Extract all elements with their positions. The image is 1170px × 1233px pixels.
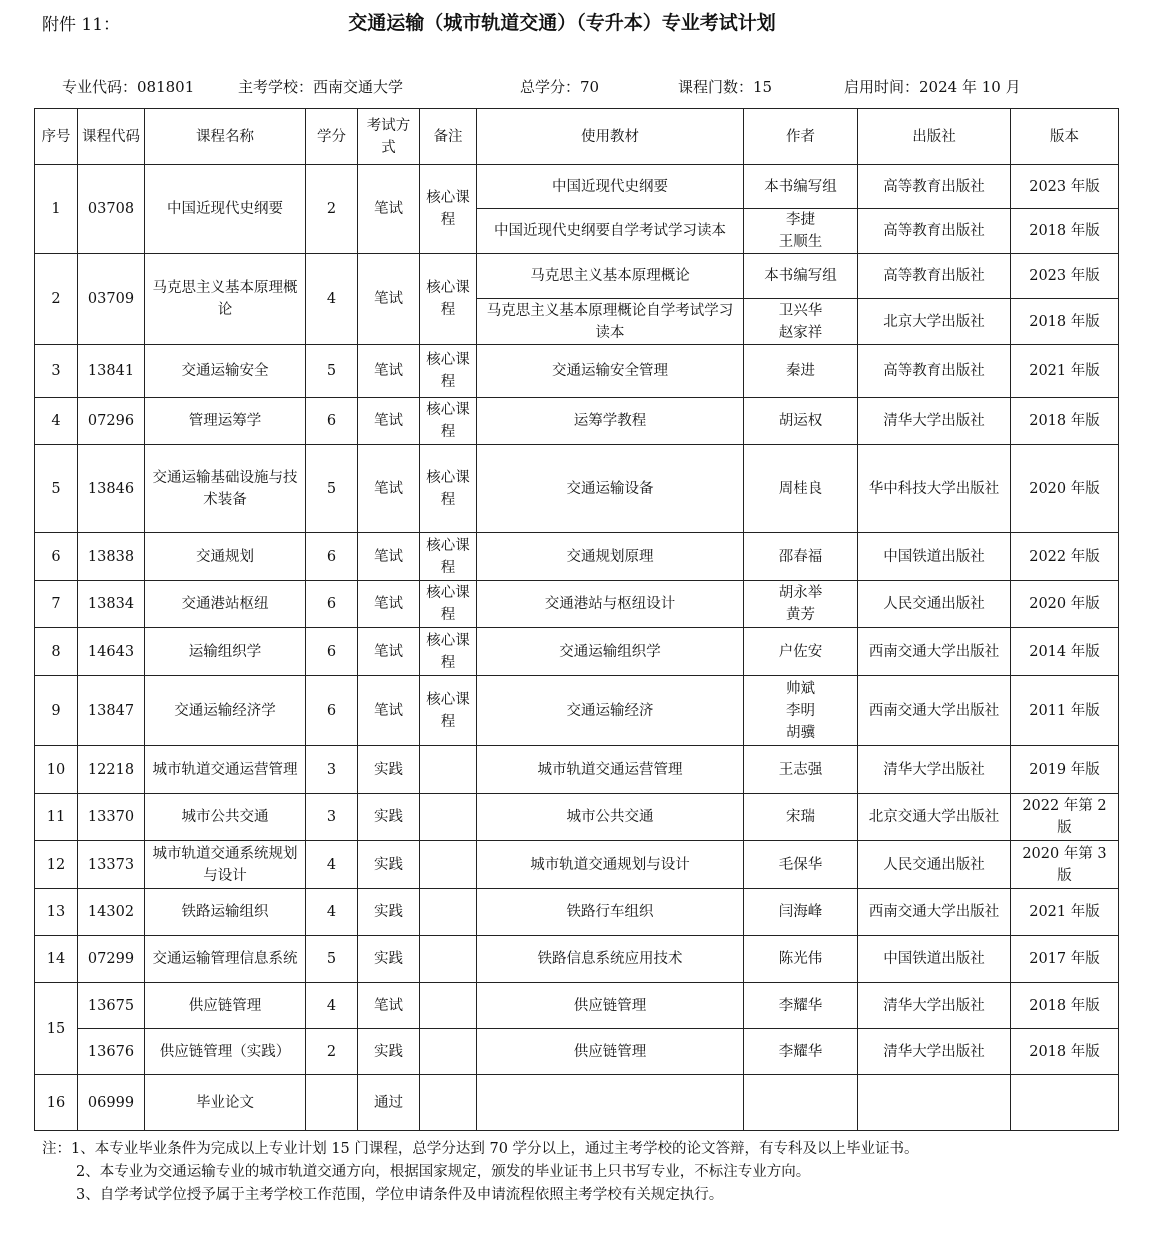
table-row	[35, 254, 1119, 299]
credit-cell: 5	[306, 936, 358, 983]
table-row	[35, 746, 1119, 794]
edition-cell: 2017 年版	[1011, 936, 1119, 983]
course-name-cell: 交通运输基础设施与技术装备	[145, 445, 306, 533]
textbook-cell: 供应链管理	[477, 983, 744, 1029]
course-name-cell: 交通运输经济学	[145, 676, 306, 746]
course-code-cell: 07299	[78, 936, 145, 983]
header-exam: 考试方式	[358, 109, 420, 165]
publisher-cell: 北京交通大学出版社	[858, 794, 1011, 841]
publisher-cell: 高等教育出版社	[858, 345, 1011, 398]
edition-cell: 2018 年版	[1011, 983, 1119, 1029]
credit-cell: 4	[306, 889, 358, 936]
edition-cell: 2020 年版	[1011, 445, 1119, 533]
table-row	[35, 533, 1119, 581]
textbook-cell: 铁路信息系统应用技术	[477, 936, 744, 983]
publisher-cell: 清华大学出版社	[858, 398, 1011, 445]
textbook-cell: 交通港站与枢纽设计	[477, 581, 744, 628]
course-code-cell: 13846	[78, 445, 145, 533]
seq-cell: 7	[35, 581, 78, 628]
edition-cell	[1011, 1075, 1119, 1131]
publisher-cell: 人民交通出版社	[858, 841, 1011, 889]
textbook-cell: 中国近现代史纲要	[477, 165, 744, 209]
seq-cell: 14	[35, 936, 78, 983]
seq-cell: 8	[35, 628, 78, 676]
textbook-cell: 交通运输安全管理	[477, 345, 744, 398]
publisher-cell: 中国铁道出版社	[858, 936, 1011, 983]
remark-cell: 核心课程	[420, 398, 477, 445]
textbook-cell: 马克思主义基本原理概论	[477, 254, 744, 299]
author-cell: 本书编写组	[744, 165, 858, 209]
credit-cell: 5	[306, 445, 358, 533]
textbook-cell: 铁路行车组织	[477, 889, 744, 936]
publisher-cell: 高等教育出版社	[858, 209, 1011, 254]
author-cell: 秦进	[744, 345, 858, 398]
edition-cell: 2014 年版	[1011, 628, 1119, 676]
course-name-cell: 中国近现代史纲要	[145, 165, 306, 254]
textbook-cell: 供应链管理	[477, 1029, 744, 1075]
author-cell: 户佐安	[744, 628, 858, 676]
seq-cell: 16	[35, 1075, 78, 1131]
exam-method-cell: 笔试	[358, 165, 420, 254]
remark-cell	[420, 841, 477, 889]
header-author: 作者	[744, 109, 858, 165]
seq-cell: 2	[35, 254, 78, 345]
seq-cell: 6	[35, 533, 78, 581]
exam-method-cell: 实践	[358, 841, 420, 889]
edition-cell: 2022 年版	[1011, 533, 1119, 581]
remark-cell: 核心课程	[420, 533, 477, 581]
exam-plan-table	[34, 108, 1119, 1131]
course-name-cell: 城市公共交通	[145, 794, 306, 841]
course-code-cell: 13834	[78, 581, 145, 628]
credit-cell: 6	[306, 628, 358, 676]
edition-cell: 2020 年第 3 版	[1011, 841, 1119, 889]
credit-cell: 4	[306, 983, 358, 1029]
course-code-cell: 13847	[78, 676, 145, 746]
course-name-cell: 供应链管理（实践）	[145, 1029, 306, 1075]
course-name-cell: 交通规划	[145, 533, 306, 581]
seq-cell: 9	[35, 676, 78, 746]
author-cell: 李耀华	[744, 983, 858, 1029]
publisher-cell: 西南交通大学出版社	[858, 889, 1011, 936]
header-row	[35, 109, 1119, 165]
course-name-cell: 铁路运输组织	[145, 889, 306, 936]
table-row	[35, 445, 1119, 533]
remark-cell	[420, 1075, 477, 1131]
seq-cell: 4	[35, 398, 78, 445]
note-3: 3、自学考试学位授予属于主考学校工作范围，学位申请条件及申请流程依照主考学校有关规定执行。	[76, 1187, 724, 1203]
exam-method-cell: 实践	[358, 889, 420, 936]
start-date: 启用时间：2024 年 10 月	[844, 78, 1021, 96]
attachment-label: 附件 11：	[42, 15, 121, 35]
author-cell: 帅斌 李明 胡骥	[744, 676, 858, 746]
course-name-cell: 城市轨道交通系统规划与设计	[145, 841, 306, 889]
remark-cell	[420, 794, 477, 841]
header-credit: 学分	[306, 109, 358, 165]
course-name-cell: 交通港站枢纽	[145, 581, 306, 628]
textbook-cell: 运筹学教程	[477, 398, 744, 445]
author-cell: 胡永举 黄芳	[744, 581, 858, 628]
credit-cell: 3	[306, 794, 358, 841]
author-cell: 王志强	[744, 746, 858, 794]
remark-cell: 核心课程	[420, 628, 477, 676]
author-cell: 李耀华	[744, 1029, 858, 1075]
total-credits: 总学分：70	[520, 78, 600, 96]
table-row	[35, 581, 1119, 628]
table-row	[35, 1075, 1119, 1131]
author-cell: 闫海峰	[744, 889, 858, 936]
seq-cell: 12	[35, 841, 78, 889]
exam-method-cell: 笔试	[358, 254, 420, 345]
edition-cell: 2023 年版	[1011, 165, 1119, 209]
remark-cell	[420, 1029, 477, 1075]
author-cell: 宋瑞	[744, 794, 858, 841]
remark-cell	[420, 746, 477, 794]
author-cell: 毛保华	[744, 841, 858, 889]
course-code-cell: 03709	[78, 254, 145, 345]
textbook-cell: 交通运输组织学	[477, 628, 744, 676]
textbook-cell: 交通规划原理	[477, 533, 744, 581]
table-row	[35, 983, 1119, 1029]
credit-cell	[306, 1075, 358, 1131]
header-seq: 序号	[35, 109, 78, 165]
course-code-cell: 12218	[78, 746, 145, 794]
textbook-cell: 城市轨道交通规划与设计	[477, 841, 744, 889]
author-cell: 周桂良	[744, 445, 858, 533]
host-school: 主考学校：西南交通大学	[238, 78, 404, 96]
table-row	[35, 936, 1119, 983]
remark-cell: 核心课程	[420, 581, 477, 628]
publisher-cell: 清华大学出版社	[858, 1029, 1011, 1075]
edition-cell: 2021 年版	[1011, 345, 1119, 398]
publisher-cell: 西南交通大学出版社	[858, 628, 1011, 676]
exam-method-cell: 笔试	[358, 581, 420, 628]
note-1: 注：1、本专业毕业条件为完成以上专业计划 15 门课程，总学分达到 70 学分以上，通过主考学校的论文答辩，有专科及以上毕业证书。	[42, 1141, 919, 1157]
remark-cell	[420, 936, 477, 983]
exam-method-cell: 实践	[358, 936, 420, 983]
table-row	[35, 676, 1119, 746]
table-row	[35, 345, 1119, 398]
edition-cell: 2023 年版	[1011, 254, 1119, 299]
exam-method-cell: 通过	[358, 1075, 420, 1131]
seq-cell: 5	[35, 445, 78, 533]
exam-method-cell: 笔试	[358, 676, 420, 746]
course-code-cell: 14302	[78, 889, 145, 936]
course-code-cell: 07296	[78, 398, 145, 445]
textbook-cell: 交通运输经济	[477, 676, 744, 746]
credit-cell: 5	[306, 345, 358, 398]
publisher-cell: 西南交通大学出版社	[858, 676, 1011, 746]
textbook-cell: 城市轨道交通运营管理	[477, 746, 744, 794]
header-book: 使用教材	[477, 109, 744, 165]
header-name: 课程名称	[145, 109, 306, 165]
author-cell: 邵春福	[744, 533, 858, 581]
course-code-cell: 13675	[78, 983, 145, 1029]
seq-cell: 1	[35, 165, 78, 254]
textbook-cell: 城市公共交通	[477, 794, 744, 841]
course-name-cell: 马克思主义基本原理概论	[145, 254, 306, 345]
remark-cell	[420, 983, 477, 1029]
credit-cell: 6	[306, 676, 358, 746]
table-row	[35, 889, 1119, 936]
author-cell: 卫兴华 赵家祥	[744, 299, 858, 345]
edition-cell: 2011 年版	[1011, 676, 1119, 746]
remark-cell	[420, 889, 477, 936]
course-name-cell: 供应链管理	[145, 983, 306, 1029]
credit-cell: 4	[306, 841, 358, 889]
edition-cell: 2020 年版	[1011, 581, 1119, 628]
course-name-cell: 毕业论文	[145, 1075, 306, 1131]
document-title: 交通运输（城市轨道交通）（专升本）专业考试计划	[348, 12, 776, 34]
seq-cell: 15	[35, 983, 78, 1075]
seq-cell: 11	[35, 794, 78, 841]
edition-cell: 2022 年第 2 版	[1011, 794, 1119, 841]
course-code-cell: 06999	[78, 1075, 145, 1131]
seq-cell: 3	[35, 345, 78, 398]
exam-method-cell: 实践	[358, 1029, 420, 1075]
course-name-cell: 交通运输管理信息系统	[145, 936, 306, 983]
credit-cell: 6	[306, 398, 358, 445]
course-name-cell: 管理运筹学	[145, 398, 306, 445]
publisher-cell: 高等教育出版社	[858, 165, 1011, 209]
edition-cell: 2018 年版	[1011, 209, 1119, 254]
remark-cell: 核心课程	[420, 165, 477, 254]
publisher-cell: 北京大学出版社	[858, 299, 1011, 345]
header-code: 课程代码	[78, 109, 145, 165]
textbook-cell: 中国近现代史纲要自学考试学习读本	[477, 209, 744, 254]
credit-cell: 3	[306, 746, 358, 794]
remark-cell: 核心课程	[420, 254, 477, 345]
header-edition: 版本	[1011, 109, 1119, 165]
header-remark: 备注	[420, 109, 477, 165]
edition-cell: 2018 年版	[1011, 1029, 1119, 1075]
remark-cell: 核心课程	[420, 445, 477, 533]
table-row	[35, 628, 1119, 676]
publisher-cell: 中国铁道出版社	[858, 533, 1011, 581]
course-code-cell: 03708	[78, 165, 145, 254]
edition-cell: 2019 年版	[1011, 746, 1119, 794]
course-count: 课程门数：15	[678, 78, 773, 96]
table-row	[35, 1029, 1119, 1075]
course-name-cell: 交通运输安全	[145, 345, 306, 398]
seq-cell: 10	[35, 746, 78, 794]
credit-cell: 4	[306, 254, 358, 345]
publisher-cell: 清华大学出版社	[858, 983, 1011, 1029]
edition-cell: 2018 年版	[1011, 299, 1119, 345]
note-2: 2、本专业为交通运输专业的城市轨道交通方向，根据国家规定，颁发的毕业证书上只书写专业，不标注专业方向。	[76, 1164, 811, 1180]
exam-method-cell: 笔试	[358, 983, 420, 1029]
publisher-cell: 人民交通出版社	[858, 581, 1011, 628]
edition-cell: 2018 年版	[1011, 398, 1119, 445]
seq-cell: 13	[35, 889, 78, 936]
course-code-cell: 13373	[78, 841, 145, 889]
exam-method-cell: 笔试	[358, 345, 420, 398]
textbook-cell	[477, 1075, 744, 1131]
exam-method-cell: 实践	[358, 794, 420, 841]
credit-cell: 2	[306, 1029, 358, 1075]
publisher-cell: 高等教育出版社	[858, 254, 1011, 299]
course-code-cell: 13370	[78, 794, 145, 841]
author-cell: 本书编写组	[744, 254, 858, 299]
textbook-cell: 马克思主义基本原理概论自学考试学习读本	[477, 299, 744, 345]
textbook-cell: 交通运输设备	[477, 445, 744, 533]
exam-method-cell: 笔试	[358, 533, 420, 581]
course-name-cell: 运输组织学	[145, 628, 306, 676]
exam-method-cell: 笔试	[358, 445, 420, 533]
credit-cell: 6	[306, 581, 358, 628]
header-publisher: 出版社	[858, 109, 1011, 165]
publisher-cell: 华中科技大学出版社	[858, 445, 1011, 533]
course-code-cell: 13841	[78, 345, 145, 398]
author-cell: 陈光伟	[744, 936, 858, 983]
course-code-cell: 13676	[78, 1029, 145, 1075]
remark-cell: 核心课程	[420, 676, 477, 746]
table-row	[35, 165, 1119, 209]
author-cell	[744, 1075, 858, 1131]
course-code-cell: 13838	[78, 533, 145, 581]
notes	[42, 1138, 919, 1207]
table-row	[35, 398, 1119, 445]
credit-cell: 2	[306, 165, 358, 254]
credit-cell: 6	[306, 533, 358, 581]
exam-method-cell: 实践	[358, 746, 420, 794]
course-name-cell: 城市轨道交通运营管理	[145, 746, 306, 794]
publisher-cell	[858, 1075, 1011, 1131]
publisher-cell: 清华大学出版社	[858, 746, 1011, 794]
course-code-cell: 14643	[78, 628, 145, 676]
table-row	[35, 794, 1119, 841]
exam-method-cell: 笔试	[358, 628, 420, 676]
author-cell: 李捷 王顺生	[744, 209, 858, 254]
major-code: 专业代码：081801	[62, 78, 195, 96]
exam-method-cell: 笔试	[358, 398, 420, 445]
table-row	[35, 841, 1119, 889]
edition-cell: 2021 年版	[1011, 889, 1119, 936]
remark-cell: 核心课程	[420, 345, 477, 398]
author-cell: 胡运权	[744, 398, 858, 445]
